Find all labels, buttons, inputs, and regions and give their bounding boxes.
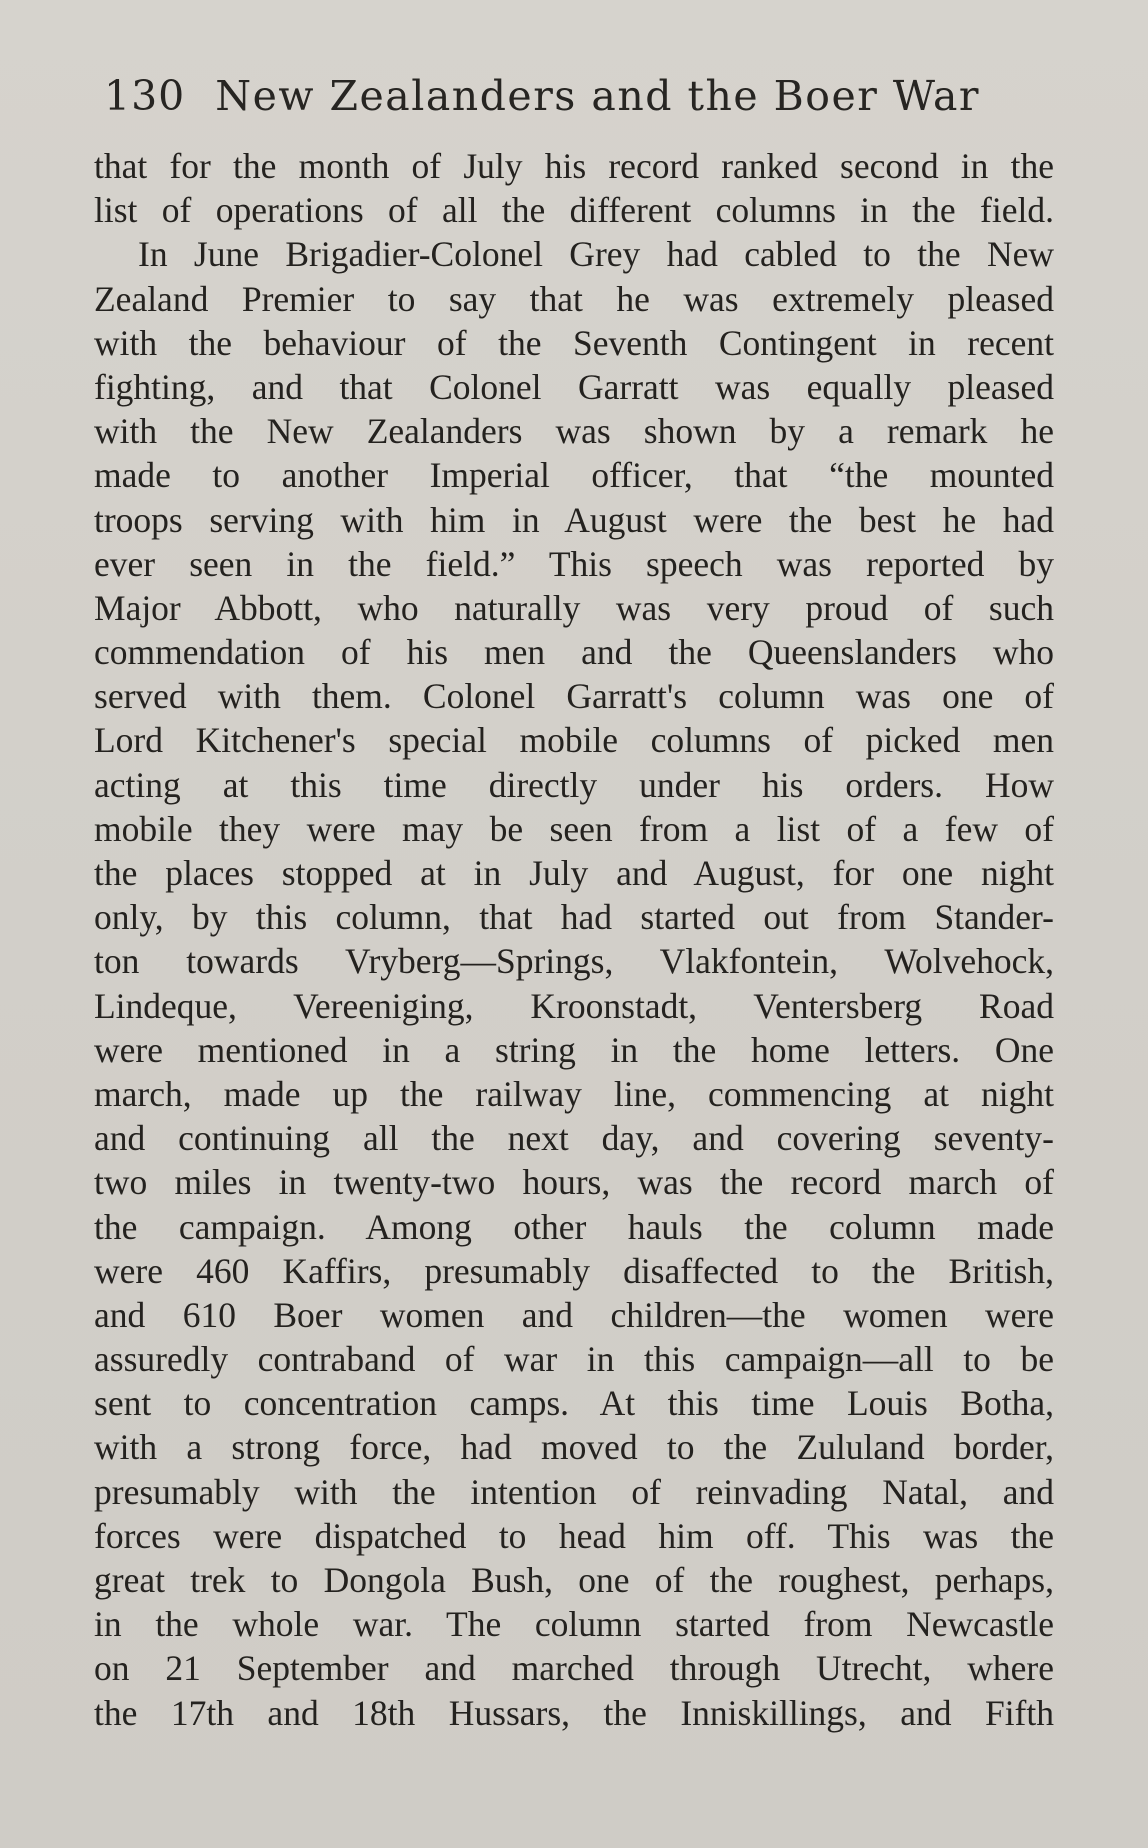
text-line: Lord Kitchener's special mobile columns of picked men xyxy=(94,720,1054,761)
body-text xyxy=(94,144,1054,1735)
running-title: New Zealanders and the Boer War xyxy=(215,72,981,120)
text-line: ever seen in the field.” This speech was reported by xyxy=(94,543,1054,584)
text-line: march, made up the railway line, commencing at night xyxy=(94,1073,1054,1114)
text-line: served with them. Colonel Garratt's column was one of xyxy=(94,676,1054,717)
page-header xyxy=(104,66,1004,126)
text-line: commendation of his men and the Queenslanders who xyxy=(94,632,1054,673)
text-line: list of operations of all the different columns in the field. xyxy=(94,190,1054,231)
text-line: with a strong force, had moved to the Zululand border, xyxy=(94,1427,1054,1468)
text-line: two miles in twenty-two hours, was the record march of xyxy=(94,1162,1054,1203)
text-line: with the behaviour of the Seventh Contingent in recent xyxy=(94,322,1054,363)
text-line: In June Brigadier-Colonel Grey had cabled to the New xyxy=(138,234,1054,275)
page-number: 130 xyxy=(104,72,186,120)
text-line: Zealand Premier to say that he was extremely pleased xyxy=(94,278,1054,319)
text-line: troops serving with him in August were the best he had xyxy=(94,499,1054,540)
text-line: were 460 Kaffirs, presumably disaffected to the British, xyxy=(94,1250,1054,1291)
text-line: acting at this time directly under his orders. How xyxy=(94,764,1054,805)
text-line: that for the month of July his record ranked second in the xyxy=(94,146,1054,186)
text-line: with the New Zealanders was shown by a remark he xyxy=(94,411,1054,452)
text-line: forces were dispatched to head him off. This was the xyxy=(94,1515,1054,1556)
text-line: on 21 September and marched through Utrecht, where xyxy=(94,1648,1054,1689)
text-line: the places stopped at in July and August, for one night xyxy=(94,853,1054,893)
text-line: in the whole war. The column started from Newcastle xyxy=(94,1604,1054,1645)
text-line: and 610 Boer women and children—the women were xyxy=(94,1294,1054,1335)
text-line: assuredly contraband of war in this campaign—all to be xyxy=(94,1339,1054,1380)
text-line: mobile they were may be seen from a list of a few of xyxy=(94,808,1054,849)
text-line: Major Abbott, who naturally was very proud of such xyxy=(94,587,1054,628)
text-line: the 17th and 18th Hussars, the Inniskillings, and Fifth xyxy=(94,1692,1054,1733)
text-line: great trek to Dongola Bush, one of the roughest, perhaps, xyxy=(94,1560,1054,1600)
text-line: the campaign. Among other hauls the column made xyxy=(94,1206,1054,1247)
text-line: only, by this column, that had started out from Stander- xyxy=(94,897,1054,938)
text-line: fighting, and that Colonel Garratt was equally pleased xyxy=(94,366,1054,407)
text-line: ton towards Vryberg—Springs, Vlakfontein, Wolvehock, xyxy=(94,941,1054,982)
text-line: made to another Imperial officer, that “the mounted xyxy=(94,455,1054,496)
text-line: Lindeque, Vereeniging, Kroonstadt, Ventersberg Road xyxy=(94,985,1054,1026)
text-line: were mentioned in a string in the home letters. One xyxy=(94,1029,1054,1070)
text-line: and continuing all the next day, and covering seventy- xyxy=(94,1118,1054,1159)
text-line: presumably with the intention of reinvading Natal, and xyxy=(94,1471,1054,1512)
text-line: sent to concentration camps. At this time Louis Botha, xyxy=(94,1383,1054,1424)
